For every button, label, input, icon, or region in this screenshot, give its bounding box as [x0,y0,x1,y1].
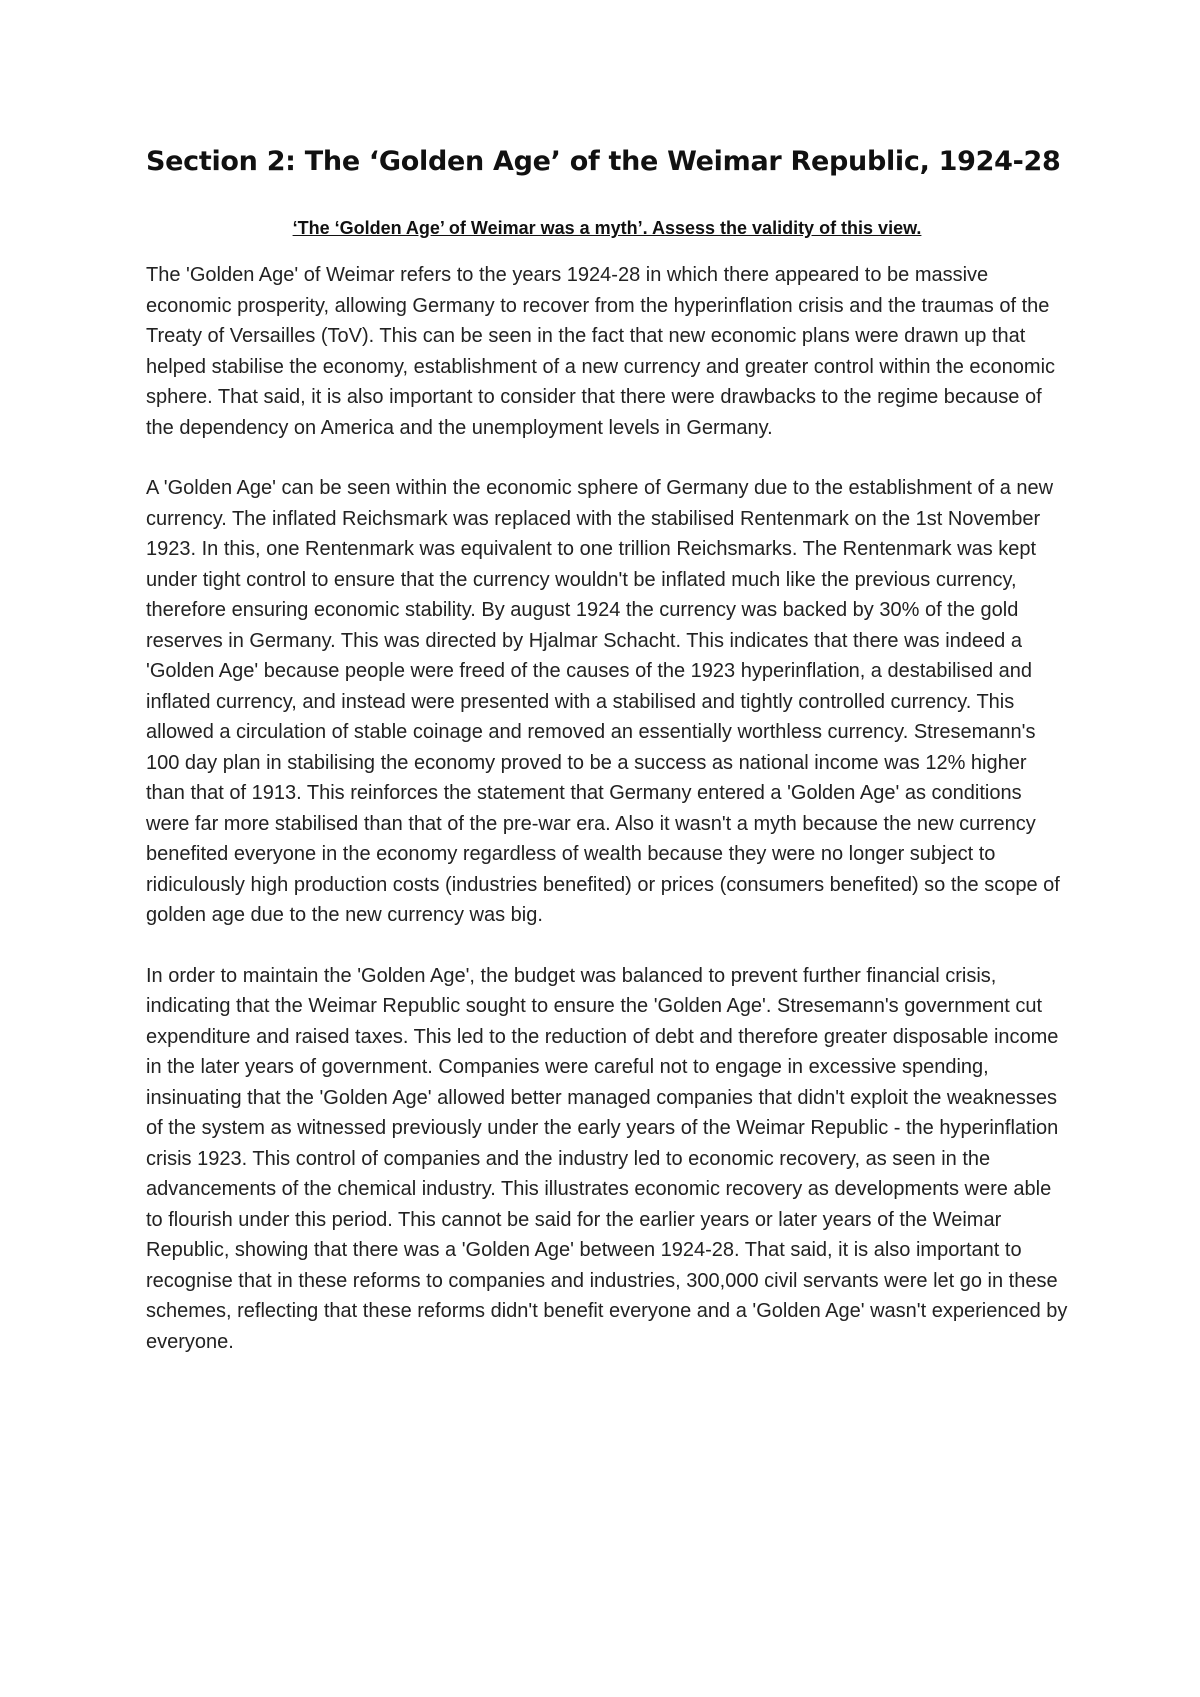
document-body [146,142,1068,1357]
paragraph-currency: A 'Golden Age' can be seen within the economic sphere of Germany due to the establishment of a new currency. The inflated Reichsmark was replaced with the stabilised Rentenmark on the 1st November 1923. In this, one Rentenmark was equivalent to one trillion Reichsmarks. The Rentenmark was kept under tight control to ensure that the currency wouldn't be inflated much like the previous currency, therefore ensuring economic stability. By august 1924 the currency was backed by 30% of the gold reserves in Germany. This was directed by Hjalmar Schacht. This indicates that there was indeed a 'Golden Age' because people were freed of the causes of the 1923 hyperinflation, a destabilised and inflated currency, and instead were presented with a stabilised and tightly controlled currency. This allowed a circulation of stable coinage and removed an essentially worthless currency. Stresemann's 100 day plan in stabilising the economy proved to be a success as national income was 12% higher than that of 1913. This reinforces the statement that Germany entered a 'Golden Age' as conditions were far more stabilised than that of the pre-war era. Also it wasn't a myth because the new currency benefited everyone in the economy regardless of wealth because they were no longer subject to ridiculously high production costs (industries benefited) or prices (consumers benefited) so the scope of golden age due to the new currency was big. [146,477,1060,926]
essay-question: ‘The ‘Golden Age’ of Weimar was a myth’. Assess the validity of this view. [292,218,922,238]
section-heading: Section 2: The ‘Golden Age’ of the Weimar Republic, 1924-28 [146,146,1061,177]
paragraph-budget: In order to maintain the 'Golden Age', the budget was balanced to prevent further financial crisis, indicating that the Weimar Republic sought to ensure the 'Golden Age'. Stresemann's government cut expenditure and raised taxes. This led to the reduction of debt and therefore greater disposable income in the later years of government. Companies were careful not to engage in excessive spending, insinuating that the 'Golden Age' allowed better managed companies that didn't exploit the weaknesses of the system as witnessed previously under the early years of the Weimar Republic - the hyperinflation crisis 1923. This control of companies and the industry led to economic recovery, as seen in the advancements of the chemical industry. This illustrates economic recovery as developments were able to flourish under this period. This cannot be said for the earlier years or later years of the Weimar Republic, showing that there was a 'Golden Age' between 1924-28. That said, it is also important to recognise that in these reforms to companies and industries, 300,000 civil servants were let go in these schemes, reflecting that these reforms didn't benefit everyone and a 'Golden Age' wasn't experienced by everyone. [146,964,1068,1353]
paragraph-introduction: The 'Golden Age' of Weimar refers to the years 1924-28 in which there appeared to be massive economic prosperity, allowing Germany to recover from the hyperinflation crisis and the traumas of the Treaty of Versailles (ToV). This can be seen in the fact that new economic plans were drawn up that helped stabilise the economy, establishment of a new currency and greater control within the economic sphere. That said, it is also important to consider that there were drawbacks to the regime because of the dependency on America and the unemployment levels in Germany. [146,264,1056,439]
